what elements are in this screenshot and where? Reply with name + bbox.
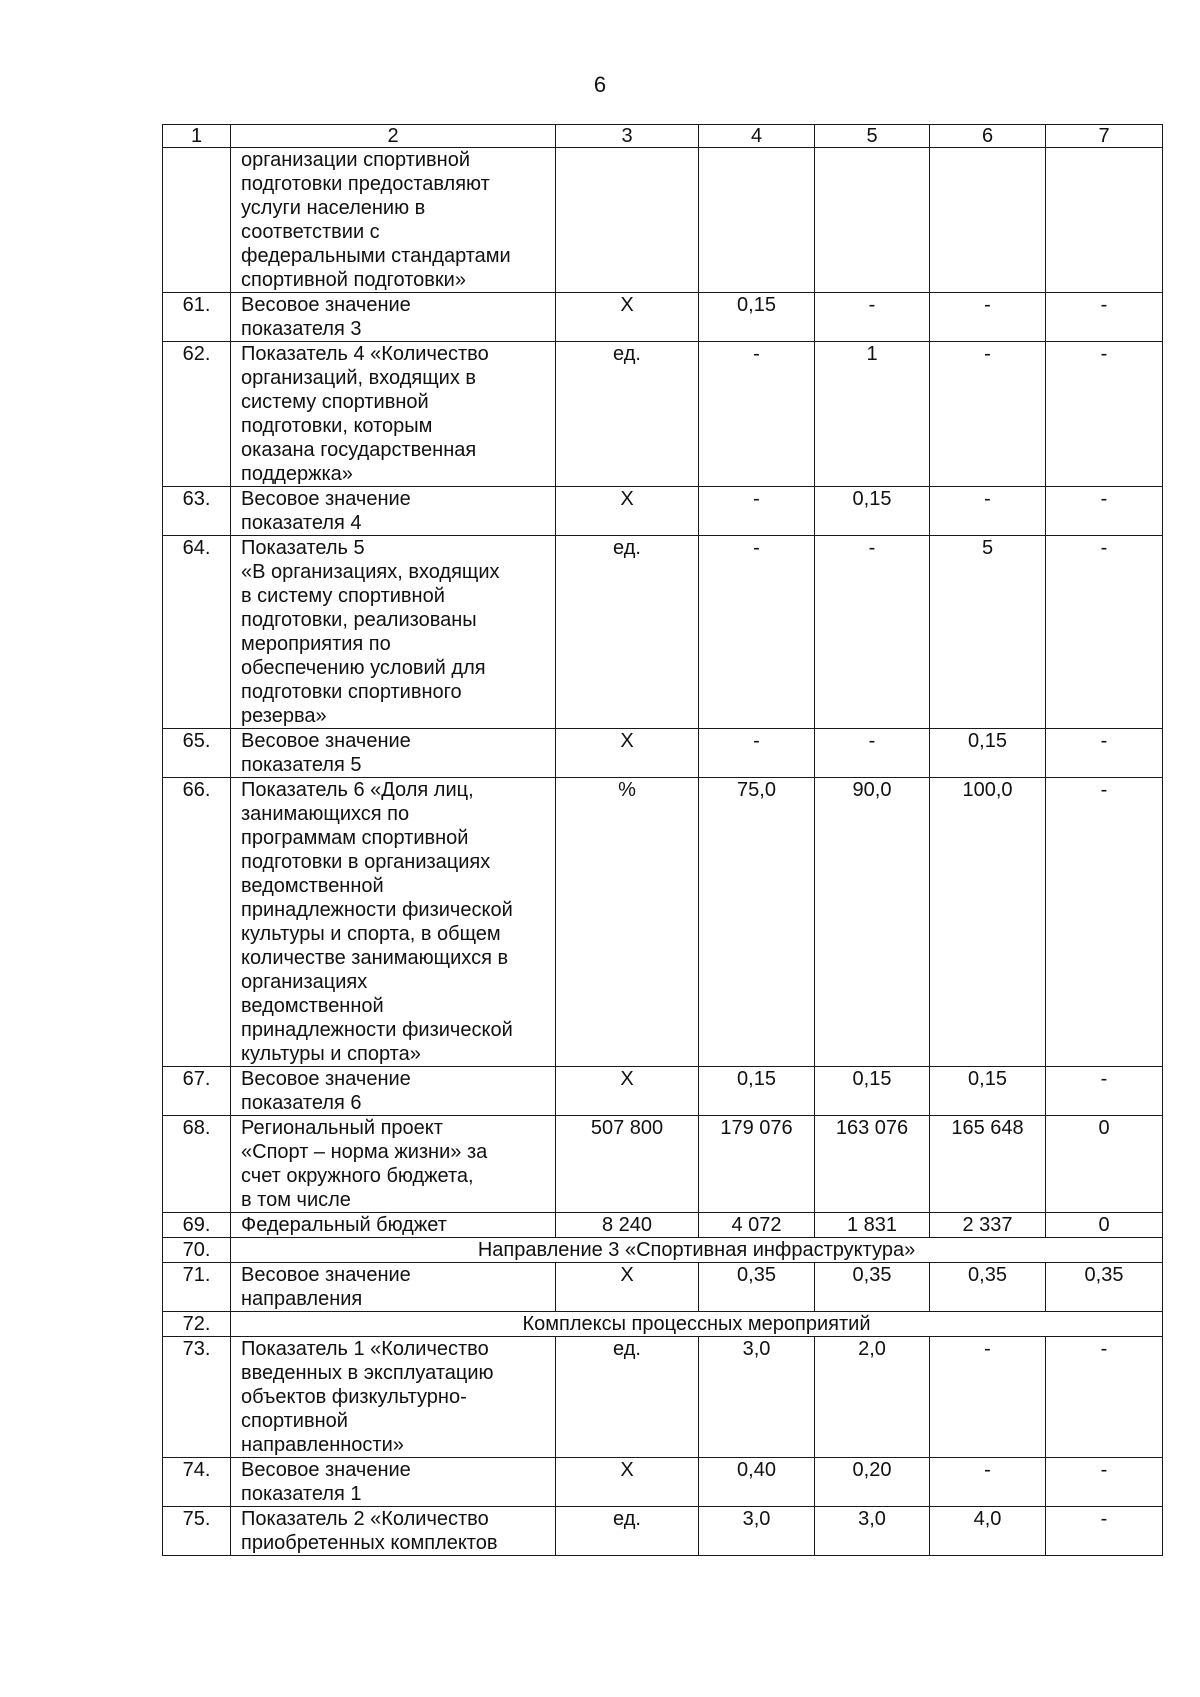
indicator-name-cell: Весовое значение показателя 6 xyxy=(231,1067,556,1116)
value-cell: Х xyxy=(556,729,699,778)
header-cell: 7 xyxy=(1046,125,1163,148)
table-row xyxy=(163,1116,1163,1213)
value-cell: 0,15 xyxy=(699,293,815,342)
value-cell: - xyxy=(815,536,930,729)
indicator-name-cell: Показатель 4 «Количество организаций, входящих в систему спортивной подготовки, которым оказана государственная поддержка» xyxy=(231,342,556,487)
value-cell: ед. xyxy=(556,1507,699,1556)
header-cell: 3 xyxy=(556,125,699,148)
value-cell: 3,0 xyxy=(699,1507,815,1556)
value-cell: Х xyxy=(556,1067,699,1116)
table-row xyxy=(163,778,1163,1067)
value-cell: 179 076 xyxy=(699,1116,815,1213)
table-row xyxy=(163,1263,1163,1312)
table-row xyxy=(163,1213,1163,1238)
value-cell: 163 076 xyxy=(815,1116,930,1213)
value-cell: - xyxy=(930,487,1046,536)
value-cell: - xyxy=(1046,487,1163,536)
value-cell: - xyxy=(930,293,1046,342)
indicator-name-cell: Федеральный бюджет xyxy=(231,1213,556,1238)
value-cell xyxy=(815,148,930,293)
row-number-cell: 71. xyxy=(163,1263,231,1312)
value-cell: - xyxy=(699,487,815,536)
indicator-name-cell: организации спортивной подготовки предоставляют услуги населению в соответствии с федеральными стандартами спортивной подготовки» xyxy=(231,148,556,293)
value-cell: - xyxy=(1046,1458,1163,1507)
indicator-name-cell: Показатель 6 «Доля лиц, занимающихся по программам спортивной подготовки в организациях ведомственной принадлежности физической культуры и спорта, в общем количестве занимающихся в организациях ведомственной принадлежности физической культуры и спорта» xyxy=(231,778,556,1067)
header-cell: 1 xyxy=(163,125,231,148)
value-cell: - xyxy=(699,729,815,778)
value-cell: 0,15 xyxy=(815,487,930,536)
row-number-cell: 75. xyxy=(163,1507,231,1556)
row-number-cell: 69. xyxy=(163,1213,231,1238)
table-row xyxy=(163,536,1163,729)
row-number-cell: 70. xyxy=(163,1238,231,1263)
header-cell: 4 xyxy=(699,125,815,148)
table-row xyxy=(163,1507,1163,1556)
value-cell: - xyxy=(699,342,815,487)
value-cell: Х xyxy=(556,1458,699,1507)
value-cell: - xyxy=(930,342,1046,487)
indicator-name-cell: Региональный проект «Спорт – норма жизни» за счет окружного бюджета, в том числе xyxy=(231,1116,556,1213)
value-cell: 100,0 xyxy=(930,778,1046,1067)
value-cell: 90,0 xyxy=(815,778,930,1067)
value-cell: 0,40 xyxy=(699,1458,815,1507)
table-section-row xyxy=(163,1312,1163,1337)
value-cell: 1 831 xyxy=(815,1213,930,1238)
value-cell: 75,0 xyxy=(699,778,815,1067)
indicator-name-cell: Показатель 2 «Количество приобретенных комплектов xyxy=(231,1507,556,1556)
value-cell: - xyxy=(815,293,930,342)
value-cell: - xyxy=(1046,293,1163,342)
value-cell: 4,0 xyxy=(930,1507,1046,1556)
table-row xyxy=(163,293,1163,342)
value-cell: 0,35 xyxy=(815,1263,930,1312)
header-cell: 6 xyxy=(930,125,1046,148)
value-cell: 507 800 xyxy=(556,1116,699,1213)
table-row xyxy=(163,487,1163,536)
section-title-cell: Комплексы процессных мероприятий xyxy=(231,1312,1163,1337)
value-cell xyxy=(1046,148,1163,293)
value-cell: Х xyxy=(556,293,699,342)
row-number-cell: 74. xyxy=(163,1458,231,1507)
indicator-name-cell: Весовое значение направления xyxy=(231,1263,556,1312)
value-cell: - xyxy=(699,536,815,729)
table-row xyxy=(163,729,1163,778)
value-cell: ед. xyxy=(556,536,699,729)
row-number-cell: 62. xyxy=(163,342,231,487)
row-number-cell: 63. xyxy=(163,487,231,536)
value-cell: - xyxy=(1046,729,1163,778)
value-cell: 0,15 xyxy=(930,1067,1046,1116)
row-number-cell: 66. xyxy=(163,778,231,1067)
indicator-name-cell: Весовое значение показателя 4 xyxy=(231,487,556,536)
value-cell xyxy=(699,148,815,293)
value-cell: 0,15 xyxy=(930,729,1046,778)
row-number-cell: 72. xyxy=(163,1312,231,1337)
value-cell: 0,20 xyxy=(815,1458,930,1507)
value-cell: - xyxy=(1046,342,1163,487)
table-row xyxy=(163,1337,1163,1458)
value-cell: - xyxy=(930,1337,1046,1458)
value-cell: 8 240 xyxy=(556,1213,699,1238)
indicator-name-cell: Весовое значение показателя 3 xyxy=(231,293,556,342)
header-cell: 5 xyxy=(815,125,930,148)
value-cell: 2,0 xyxy=(815,1337,930,1458)
value-cell: - xyxy=(1046,1337,1163,1458)
value-cell: 0,35 xyxy=(1046,1263,1163,1312)
row-number-cell: 64. xyxy=(163,536,231,729)
value-cell: 3,0 xyxy=(699,1337,815,1458)
value-cell: 0,15 xyxy=(699,1067,815,1116)
value-cell: 3,0 xyxy=(815,1507,930,1556)
indicator-name-cell: Весовое значение показателя 5 xyxy=(231,729,556,778)
table-row xyxy=(163,1458,1163,1507)
row-number-cell xyxy=(163,148,231,293)
value-cell: - xyxy=(1046,1507,1163,1556)
value-cell: - xyxy=(815,729,930,778)
value-cell xyxy=(556,148,699,293)
row-number-cell: 67. xyxy=(163,1067,231,1116)
value-cell: ед. xyxy=(556,342,699,487)
value-cell: 0,35 xyxy=(699,1263,815,1312)
value-cell: % xyxy=(556,778,699,1067)
table-header-row xyxy=(163,125,1163,148)
value-cell: 0,35 xyxy=(930,1263,1046,1312)
value-cell xyxy=(930,148,1046,293)
indicators-table xyxy=(162,124,1163,1556)
page-number: 6 xyxy=(593,72,607,97)
value-cell: 4 072 xyxy=(699,1213,815,1238)
table-row xyxy=(163,342,1163,487)
value-cell: - xyxy=(930,1458,1046,1507)
row-number-cell: 73. xyxy=(163,1337,231,1458)
value-cell: Х xyxy=(556,1263,699,1312)
value-cell: 0 xyxy=(1046,1213,1163,1238)
value-cell: 165 648 xyxy=(930,1116,1046,1213)
value-cell: - xyxy=(1046,536,1163,729)
row-number-cell: 61. xyxy=(163,293,231,342)
value-cell: Х xyxy=(556,487,699,536)
value-cell: 1 xyxy=(815,342,930,487)
indicator-name-cell: Показатель 1 «Количество введенных в эксплуатацию объектов физкультурно- спортивной направленности» xyxy=(231,1337,556,1458)
section-title-cell: Направление 3 «Спортивная инфраструктура» xyxy=(231,1238,1163,1263)
value-cell: 5 xyxy=(930,536,1046,729)
value-cell: ед. xyxy=(556,1337,699,1458)
table-row xyxy=(163,148,1163,293)
value-cell: 2 337 xyxy=(930,1213,1046,1238)
row-number-cell: 68. xyxy=(163,1116,231,1213)
value-cell: 0,15 xyxy=(815,1067,930,1116)
indicator-name-cell: Весовое значение показателя 1 xyxy=(231,1458,556,1507)
value-cell: 0 xyxy=(1046,1116,1163,1213)
indicator-name-cell: Показатель 5 «В организациях, входящих в систему спортивной подготовки, реализованы мероприятия по обеспечению условий для подготовки спортивного резерва» xyxy=(231,536,556,729)
table-section-row xyxy=(163,1238,1163,1263)
row-number-cell: 65. xyxy=(163,729,231,778)
header-cell: 2 xyxy=(231,125,556,148)
value-cell: - xyxy=(1046,778,1163,1067)
value-cell: - xyxy=(1046,1067,1163,1116)
table-row xyxy=(163,1067,1163,1116)
